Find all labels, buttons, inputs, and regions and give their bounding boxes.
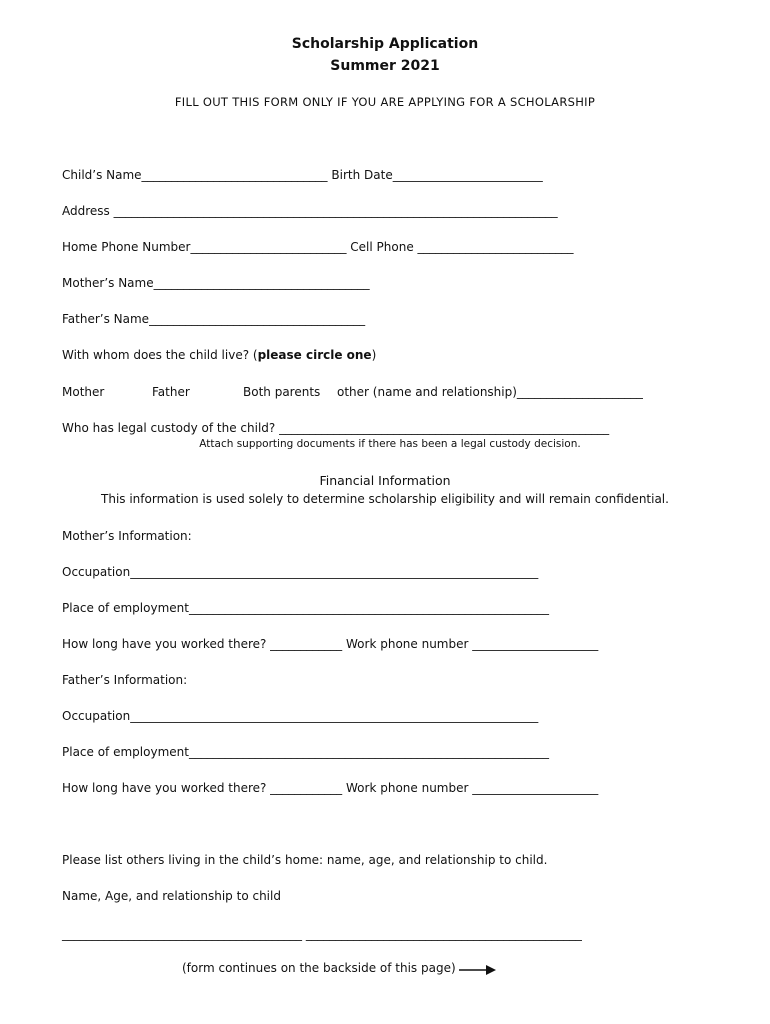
fathers-name-field[interactable]: Father’s Name____________________________________ <box>62 312 366 326</box>
mothers-info-heading: Mother’s Information: <box>62 529 192 543</box>
option-father[interactable]: Father <box>152 385 190 399</box>
mother-employment-field[interactable]: Place of employment____________________________________________________________ <box>62 601 549 615</box>
mothers-name-field[interactable]: Mother’s Name____________________________________ <box>62 276 370 290</box>
address-field[interactable]: Address __________________________________________________________________________ <box>62 204 558 218</box>
lives-with-emphasis: please circle one <box>257 348 372 362</box>
mother-work-phone-field[interactable]: Work phone number _____________________ <box>346 637 599 651</box>
father-occupation-field[interactable]: Occupation____________________________________________________________________ <box>62 709 539 723</box>
household-instruction: Please list others living in the child’s home: name, age, and relationship to child. <box>62 853 548 867</box>
form-continues-note: (form continues on the backside of this page) <box>182 961 456 975</box>
financial-section-title: Financial Information <box>319 473 451 488</box>
legal-custody-field[interactable]: Who has legal custody of the child? _______________________________________________________ <box>62 421 610 435</box>
father-employment-field[interactable]: Place of employment____________________________________________________________ <box>62 745 549 759</box>
child-name-row <box>62 167 543 183</box>
household-blank-right[interactable]: ______________________________________________ <box>305 927 582 941</box>
mother-occupation-field[interactable]: Occupation____________________________________________________________________ <box>62 565 539 579</box>
phone-row <box>62 239 574 255</box>
financial-note: This information is used solely to determine scholarship eligibility and will remain confidential. <box>101 492 669 506</box>
father-work-row <box>62 780 598 796</box>
household-name-age-label: Name, Age, and relationship to child <box>62 889 281 903</box>
father-work-phone-field[interactable]: Work phone number _____________________ <box>346 781 599 795</box>
home-phone-field[interactable]: Home Phone Number__________________________ <box>62 240 347 254</box>
lives-with-suffix: ) <box>371 348 377 362</box>
arrow-right-icon <box>458 963 498 977</box>
household-blank-row <box>62 926 582 942</box>
option-other[interactable]: other (name and relationship)_____________________ <box>337 385 643 399</box>
option-mother[interactable]: Mother <box>62 385 105 399</box>
childs-name-field[interactable]: Child’s Name_______________________________ <box>62 168 328 182</box>
household-blank-left[interactable]: ________________________________________ <box>62 927 302 941</box>
birth-date-field[interactable]: Birth Date_________________________ <box>331 168 543 182</box>
mother-how-long-field[interactable]: How long have you worked there? ____________ <box>62 637 343 651</box>
form-title: Scholarship Application <box>291 36 479 52</box>
form-instruction: FILL OUT THIS FORM ONLY IF YOU ARE APPLYING FOR A SCHOLARSHIP <box>174 95 596 109</box>
lives-with-question <box>62 347 376 363</box>
cell-phone-field[interactable]: Cell Phone __________________________ <box>350 240 574 254</box>
father-how-long-field[interactable]: How long have you worked there? ____________ <box>62 781 343 795</box>
lives-with-prefix: With whom does the child live? ( <box>62 348 258 362</box>
custody-note: Attach supporting documents if there has been a legal custody decision. <box>199 438 581 450</box>
fathers-info-heading: Father’s Information: <box>62 673 188 687</box>
form-subtitle: Summer 2021 <box>330 58 440 74</box>
option-both-parents[interactable]: Both parents <box>243 385 321 399</box>
mother-work-row <box>62 636 598 652</box>
